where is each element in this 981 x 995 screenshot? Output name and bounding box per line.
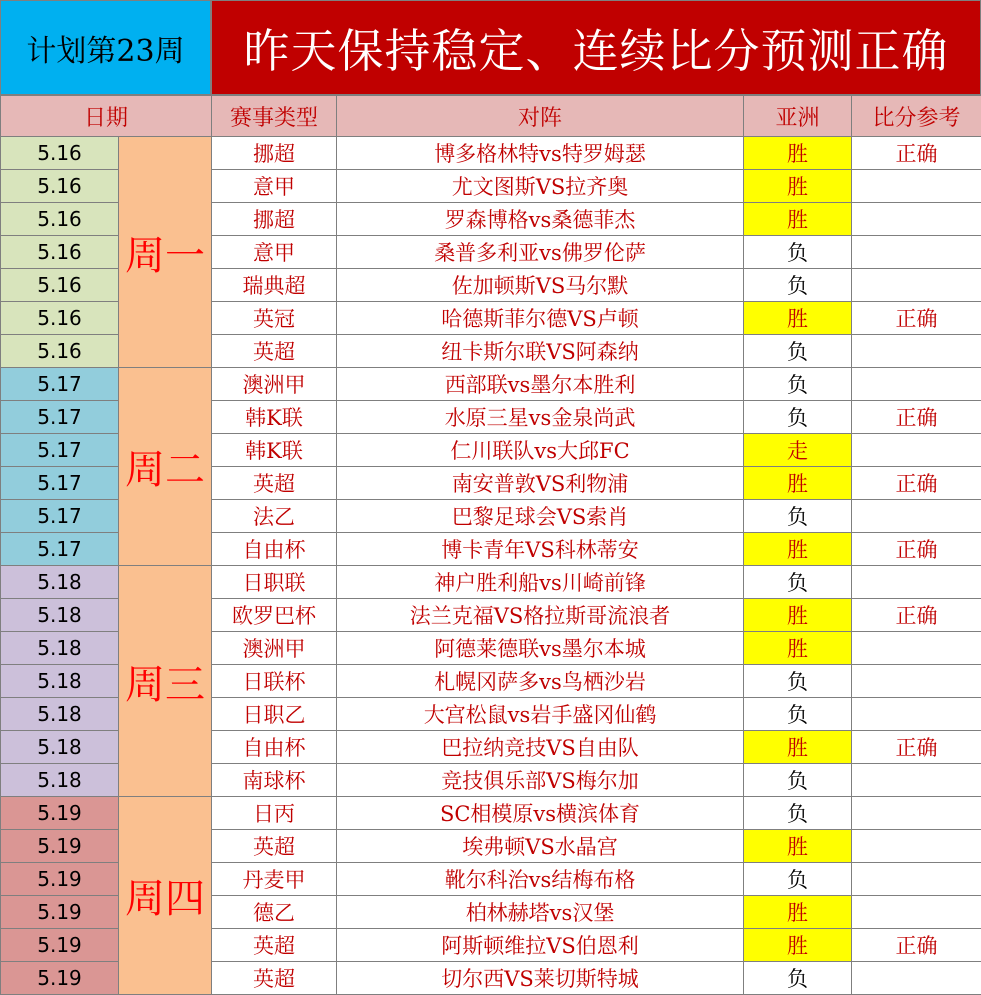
match-cell: 竞技俱乐部VS梅尔加 [337,764,744,797]
col-asia-header: 亚洲 [744,96,852,137]
asian-handicap-cell: 走 [744,434,852,467]
league-cell: 英超 [212,467,337,500]
league-cell: 自由杯 [212,731,337,764]
prediction-table [0,95,981,995]
date-cell: 5.18 [1,698,119,731]
score-reference-cell [852,830,981,863]
date-cell: 5.19 [1,830,119,863]
match-cell: SC相模原vs横滨体育 [337,797,744,830]
match-cell: 纽卡斯尔联VS阿森纳 [337,335,744,368]
date-cell: 5.17 [1,434,119,467]
score-reference-cell: 正确 [852,137,981,170]
table-body [1,137,981,995]
date-cell: 5.17 [1,533,119,566]
score-reference-cell [852,500,981,533]
weekday-cell: 周二 [119,368,212,566]
score-reference-cell [852,170,981,203]
asian-handicap-cell: 胜 [744,830,852,863]
asian-handicap-cell: 负 [744,500,852,533]
date-cell: 5.19 [1,797,119,830]
asian-handicap-cell: 胜 [744,929,852,962]
league-cell: 英超 [212,335,337,368]
match-cell: 柏林赫塔vs汉堡 [337,896,744,929]
league-cell: 挪超 [212,203,337,236]
title-bar [0,0,981,95]
league-cell: 澳洲甲 [212,632,337,665]
header-row [1,96,981,137]
score-reference-cell [852,764,981,797]
league-cell: 挪超 [212,137,337,170]
match-cell: 桑普多利亚vs佛罗伦萨 [337,236,744,269]
asian-handicap-cell: 胜 [744,302,852,335]
date-cell: 5.16 [1,236,119,269]
date-cell: 5.18 [1,632,119,665]
asian-handicap-cell: 负 [744,566,852,599]
league-cell: 日丙 [212,797,337,830]
date-cell: 5.16 [1,137,119,170]
asian-handicap-cell: 负 [744,797,852,830]
asian-handicap-cell: 负 [744,269,852,302]
asian-handicap-cell: 负 [744,335,852,368]
table-row [1,797,981,830]
date-cell: 5.18 [1,599,119,632]
score-reference-cell [852,896,981,929]
col-score-header: 比分参考 [852,96,981,137]
match-cell: 大宫松鼠vs岩手盛冈仙鹤 [337,698,744,731]
date-cell: 5.19 [1,962,119,995]
asian-handicap-cell: 负 [744,665,852,698]
match-cell: 切尔西VS莱切斯特城 [337,962,744,995]
asian-handicap-cell: 胜 [744,533,852,566]
match-cell: 罗森博格vs桑德菲杰 [337,203,744,236]
league-cell: 英冠 [212,302,337,335]
score-reference-cell [852,434,981,467]
col-type-header: 赛事类型 [212,96,337,137]
date-cell: 5.16 [1,269,119,302]
score-reference-cell [852,962,981,995]
league-cell: 欧罗巴杯 [212,599,337,632]
table-row [1,566,981,599]
score-reference-cell [852,797,981,830]
weekday-cell: 周三 [119,566,212,797]
date-cell: 5.17 [1,401,119,434]
asian-handicap-cell: 胜 [744,599,852,632]
league-cell: 英超 [212,830,337,863]
score-reference-cell: 正确 [852,533,981,566]
league-cell: 日职乙 [212,698,337,731]
score-reference-cell [852,698,981,731]
score-reference-cell: 正确 [852,467,981,500]
match-cell: 佐加顿斯VS马尔默 [337,269,744,302]
asian-handicap-cell: 负 [744,698,852,731]
league-cell: 法乙 [212,500,337,533]
table-row [1,137,981,170]
asian-handicap-cell: 胜 [744,731,852,764]
date-cell: 5.16 [1,335,119,368]
date-cell: 5.19 [1,896,119,929]
league-cell: 德乙 [212,896,337,929]
league-cell: 日职联 [212,566,337,599]
date-cell: 5.18 [1,665,119,698]
score-reference-cell: 正确 [852,731,981,764]
table-row [1,368,981,401]
plan-label: 计划第23周 [0,0,211,95]
asian-handicap-cell: 胜 [744,632,852,665]
date-cell: 5.17 [1,368,119,401]
match-cell: 博卡青年VS科林蒂安 [337,533,744,566]
league-cell: 英超 [212,962,337,995]
date-cell: 5.16 [1,203,119,236]
score-reference-cell: 正确 [852,401,981,434]
score-reference-cell [852,236,981,269]
match-cell: 神户胜利船vs川崎前锋 [337,566,744,599]
asian-handicap-cell: 胜 [744,467,852,500]
date-cell: 5.19 [1,929,119,962]
date-cell: 5.18 [1,764,119,797]
date-cell: 5.16 [1,170,119,203]
match-cell: 阿德莱德联vs墨尔本城 [337,632,744,665]
league-cell: 意甲 [212,236,337,269]
score-reference-cell [852,665,981,698]
score-reference-cell [852,335,981,368]
score-reference-cell [852,632,981,665]
col-date-header: 日期 [1,96,212,137]
date-cell: 5.18 [1,566,119,599]
score-reference-cell: 正确 [852,302,981,335]
match-cell: 哈德斯菲尔德VS卢顿 [337,302,744,335]
league-cell: 日联杯 [212,665,337,698]
headline: 昨天保持稳定、连续比分预测正确 [211,0,981,95]
league-cell: 自由杯 [212,533,337,566]
match-cell: 水原三星vs金泉尚武 [337,401,744,434]
score-reference-cell [852,863,981,896]
asian-handicap-cell: 负 [744,962,852,995]
match-cell: 巴拉纳竞技VS自由队 [337,731,744,764]
league-cell: 南球杯 [212,764,337,797]
match-cell: 博多格林特vs特罗姆瑟 [337,137,744,170]
score-reference-cell: 正确 [852,929,981,962]
date-cell: 5.16 [1,302,119,335]
date-cell: 5.17 [1,500,119,533]
asian-handicap-cell: 胜 [744,896,852,929]
league-cell: 韩K联 [212,401,337,434]
score-reference-cell: 正确 [852,599,981,632]
score-reference-cell [852,566,981,599]
date-cell: 5.17 [1,467,119,500]
league-cell: 瑞典超 [212,269,337,302]
asian-handicap-cell: 胜 [744,137,852,170]
score-reference-cell [852,269,981,302]
asian-handicap-cell: 胜 [744,203,852,236]
score-reference-cell [852,368,981,401]
weekday-cell: 周一 [119,137,212,368]
asian-handicap-cell: 负 [744,368,852,401]
match-cell: 南安普敦VS利物浦 [337,467,744,500]
asian-handicap-cell: 负 [744,764,852,797]
league-cell: 澳洲甲 [212,368,337,401]
league-cell: 韩K联 [212,434,337,467]
match-cell: 尤文图斯VS拉齐奥 [337,170,744,203]
asian-handicap-cell: 胜 [744,170,852,203]
league-cell: 丹麦甲 [212,863,337,896]
asian-handicap-cell: 负 [744,401,852,434]
match-cell: 靴尔科治vs结梅布格 [337,863,744,896]
match-cell: 札幌冈萨多vs鸟栖沙岩 [337,665,744,698]
asian-handicap-cell: 负 [744,236,852,269]
date-cell: 5.19 [1,863,119,896]
league-cell: 意甲 [212,170,337,203]
match-cell: 西部联vs墨尔本胜利 [337,368,744,401]
asian-handicap-cell: 负 [744,863,852,896]
match-cell: 仁川联队vs大邱FC [337,434,744,467]
match-cell: 巴黎足球会VS索肖 [337,500,744,533]
match-cell: 阿斯顿维拉VS伯恩利 [337,929,744,962]
date-cell: 5.18 [1,731,119,764]
match-cell: 法兰克福VS格拉斯哥流浪者 [337,599,744,632]
league-cell: 英超 [212,929,337,962]
match-cell: 埃弗顿VS水晶宫 [337,830,744,863]
weekday-cell: 周四 [119,797,212,995]
col-match-header: 对阵 [337,96,744,137]
score-reference-cell [852,203,981,236]
